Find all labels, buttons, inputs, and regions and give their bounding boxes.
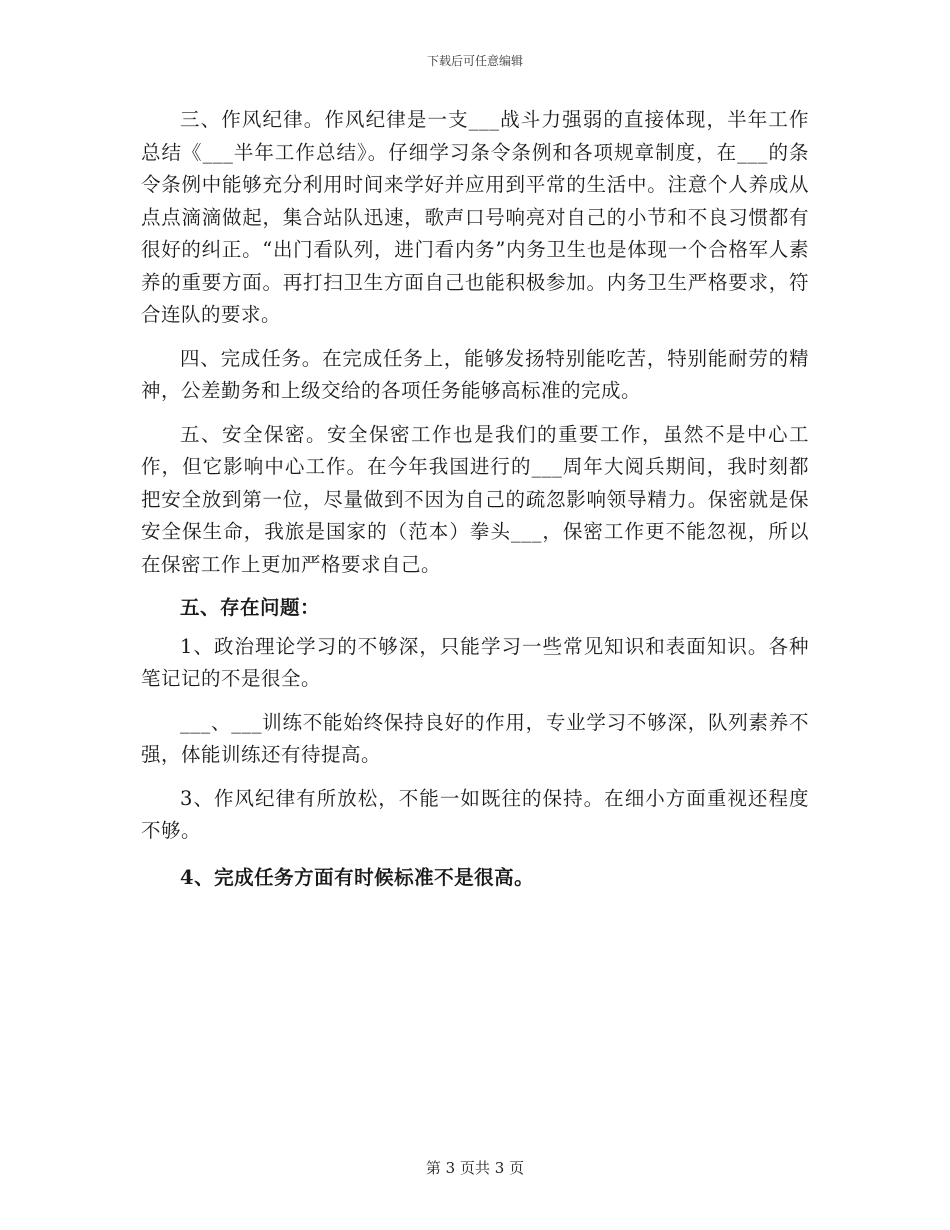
problem-item-3: 3、作风纪律有所放松，不能一如既往的保持。在细小方面重视还程度不够。 bbox=[141, 786, 809, 842]
page-header: 下载后可任意编辑 bbox=[426, 54, 523, 68]
paragraph-security: 五、安全保密。安全保密工作也是我们的重要工作，虽然不是中心工作，但它影响中心工作。在今年我国进行的___周年大阅兵期间，我时刻都把安全放到第一位，尽量做到不因为自己的疏忽影响领导精力。保密就是保安全保生命，我旅是国家的（范本）拳头___，保密工作更不能忽视，所以在保密工作上更加严格要求自己。 bbox=[141, 422, 809, 576]
page-number: 第 3 页共 3 页 bbox=[425, 1159, 525, 1177]
problem-item-4: 4、完成任务方面有时候标准不是很高。 bbox=[180, 865, 535, 889]
paragraph-tasks: 四、完成任务。在完成任务上，能够发扬特别能吃苦，特别能耐劳的精神，公差勤务和上级交给的各项任务能够高标准的完成。 bbox=[141, 346, 809, 402]
problem-item-1: 1、政治理论学习的不够深，只能学习一些常见知识和表面知识。各种笔记记的不是很全。 bbox=[141, 634, 809, 690]
problem-item-2: ___、___训练不能始终保持良好的作用，专业学习不够深，队列素养不强，体能训练还有待提高。 bbox=[141, 710, 809, 766]
section-heading-problems: 五、存在问题： bbox=[180, 596, 321, 619]
paragraph-discipline: 三、作风纪律。作风纪律是一支___战斗力强弱的直接体现，半年工作总结《___半年工作总结》。仔细学习条令条例和各项规章制度，在___的条令条例中能够充分利用时间来学好并应用到平常的生活中。注意个人养成从点点滴滴做起，集合站队迅速，歌声口号响亮对自己的小节和不良习惯都有很好的纠正。“出门看队列，进门看内务”内务卫生也是体现一个合格军人素养的重要方面。再打扫卫生方面自己也能积极参加。内务卫生严格要求，符合连队的要求。 bbox=[141, 108, 809, 326]
document-body bbox=[141, 104, 809, 894]
